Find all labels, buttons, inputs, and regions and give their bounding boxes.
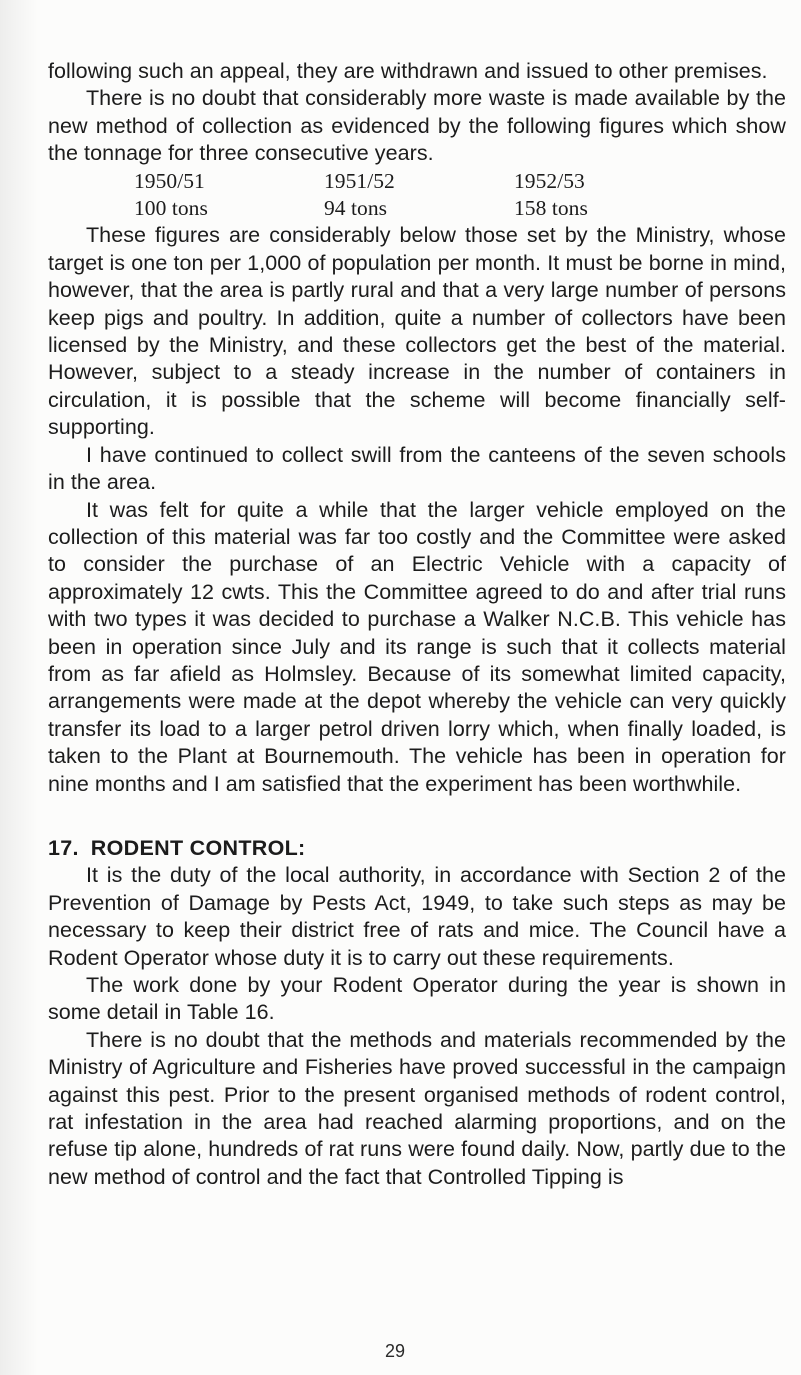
paragraph-swill-schools: I have continued to collect swill from the canteens of the seven schools in the area.	[48, 442, 786, 495]
paragraph-ministry-target: These figures are considerably below those set by the Ministry, whose target is one ton per 1,000 of population per month. It must be borne in mind, however, that the area is partly rural and that a very large number of persons keep pigs and poultry. In addition, quite a number of collectors have been licensed by the Ministry, and these collectors get the best of the material. However, subject to a steady increase in the number of containers in circulation, it is possible that the scheme will become financially self-supporting.	[48, 223, 786, 440]
page-number: 29	[384, 1341, 406, 1361]
year-1951-52: 1951/52	[324, 168, 395, 193]
tons-1951-52: 94 tons	[324, 196, 388, 221]
year-1950-51: 1950/51	[134, 168, 205, 193]
paragraph-continuation: following such an appeal, they are withdrawn and issued to other premises.	[48, 59, 768, 83]
section-spacer	[48, 798, 786, 835]
year-1952-53: 1952/53	[514, 168, 585, 193]
paragraph-ministry-methods: There is no doubt that the methods and materials recommended by the Ministry of Agriculture and Fisheries have proved successful in the campaign against this pest. Prior to the present organised methods of rodent control, rat infestation in the area had reached alarming proportions, and on the refuse tip alone, hundreds of rat runs were found daily. Now, partly due to the new method of control and the fact that Controlled Tipping is	[48, 1027, 786, 1189]
paragraph-electric-vehicle: It was felt for quite a while that the larger vehicle employed on the collection of this material was far too costly and the Committee were asked to consider the purchase of an Electric Vehicle with a capacity of approximately 12 cwts. This the Committee agreed to do and after trial runs with two types it was decided to purchase a Walker N.C.B. This vehicle has been in operation since July and its range is such that it collects material from as far afield as Holmsley. Because of its somewhat limited capacity, arrangements were made at the depot whereby the vehicle can very quickly transfer its load to a larger petrol driven lorry which, when finally loaded, is taken to the Plant at Bournemouth. The vehicle has been in operation for nine months and I am satisfied that the experiment has been worthwhile.	[48, 497, 786, 796]
tonnage-table	[134, 168, 786, 223]
section-number: 17.	[48, 835, 79, 860]
tons-1952-53: 158 tons	[514, 196, 588, 221]
paragraph-tonnage-intro: There is no doubt that considerably more waste is made available by the new method of collection as evidenced by the following figures which show the tonnage for three consecutive years.	[48, 86, 786, 166]
text-column	[48, 58, 786, 1191]
section-title: RODENT CONTROL:	[90, 835, 306, 860]
paragraph-rodent-operator-work: The work done by your Rodent Operator during the year is shown in some detail in Table 16.	[48, 973, 786, 1025]
tons-1950-51: 100 tons	[134, 196, 208, 221]
section-heading	[48, 835, 786, 862]
paragraph-local-authority-duty: It is the duty of the local authority, in accordance with Section 2 of the Prevention of Damage by Pests Act, 1949, to take such steps as may be necessary to keep their district free of rats and mice. The Council have a Rodent Operator whose duty it is to carry out these requirements.	[48, 863, 786, 970]
